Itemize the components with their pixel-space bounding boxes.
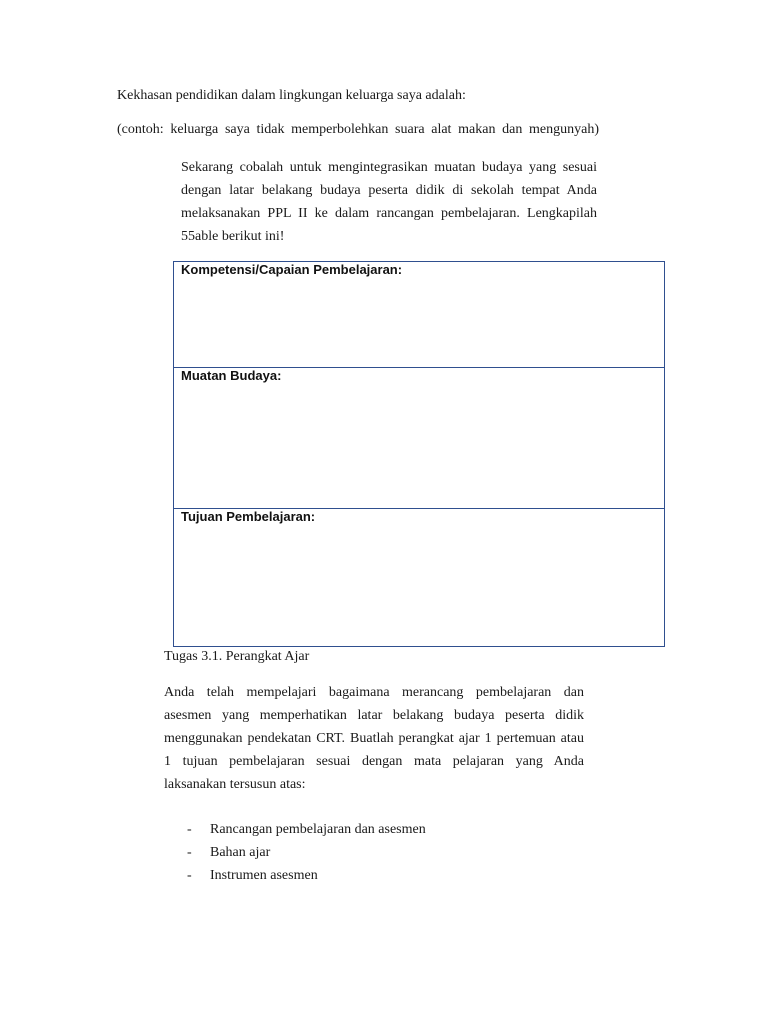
worksheet-table bbox=[173, 261, 665, 647]
task-paragraph bbox=[164, 681, 584, 796]
learning-objective-label: Tujuan Pembelajaran: bbox=[181, 509, 316, 524]
task-line: menggunakan pendekatan CRT. Buatlah perangkat ajar 1 pertemuan atau bbox=[164, 731, 584, 746]
task-caption: Tugas 3.1. Perangkat Ajar bbox=[164, 649, 310, 664]
task-line: Anda telah mempelajari bagaimana merancang pembelajaran dan bbox=[164, 685, 584, 700]
deliverables-list bbox=[187, 820, 426, 889]
competency-label: Kompetensi/Capaian Pembelajaran: bbox=[181, 262, 403, 277]
list-item bbox=[187, 843, 426, 866]
instruction-paragraph bbox=[181, 156, 597, 248]
instruction-line: dengan latar belakang budaya peserta didik di sekolah tempat Anda bbox=[181, 183, 597, 198]
list-item-text: Instrumen asesmen bbox=[210, 868, 318, 883]
task-line: laksanakan tersusun atas: bbox=[164, 777, 306, 792]
example-text: (contoh: keluarga saya tidak memperbolehkan suara alat makan dan mengunyah) bbox=[117, 122, 599, 137]
instruction-line: 55able berikut ini! bbox=[181, 229, 285, 244]
instruction-line: melaksanakan PPL II ke dalam rancangan pembelajaran. Lengkapilah bbox=[181, 206, 597, 221]
list-item-text: Bahan ajar bbox=[210, 845, 271, 860]
task-line: asesmen yang memperhatikan latar belakang budaya peserta didik bbox=[164, 708, 584, 723]
cultural-content-label: Muatan Budaya: bbox=[181, 368, 282, 383]
bullet-dash: - bbox=[187, 822, 192, 837]
cultural-content-cell[interactable] bbox=[174, 368, 664, 509]
list-item-text: Rancangan pembelajaran dan asesmen bbox=[210, 822, 426, 837]
instruction-line: Sekarang cobalah untuk mengintegrasikan muatan budaya yang sesuai bbox=[181, 160, 597, 175]
list-item bbox=[187, 820, 426, 843]
bullet-dash: - bbox=[187, 868, 192, 883]
bullet-dash: - bbox=[187, 845, 192, 860]
list-item bbox=[187, 866, 426, 889]
learning-objective-cell[interactable] bbox=[174, 509, 664, 648]
task-line: 1 tujuan pembelajaran sesuai dengan mata pelajaran yang Anda bbox=[164, 754, 584, 769]
intro-text: Kekhasan pendidikan dalam lingkungan keluarga saya adalah: bbox=[117, 88, 466, 103]
competency-cell[interactable] bbox=[174, 262, 664, 368]
